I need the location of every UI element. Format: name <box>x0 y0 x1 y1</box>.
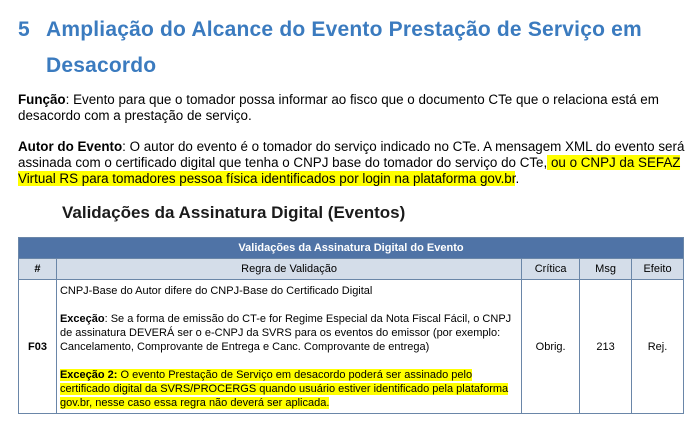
exception-2-label: Exceção 2: <box>59 369 118 381</box>
row-efeito: Rej. <box>632 280 684 414</box>
table-caption: Validações da Assinatura Digital do Evento <box>19 238 684 259</box>
header-index: # <box>19 259 57 280</box>
section-heading <box>18 12 688 84</box>
autor-paragraph <box>18 139 688 187</box>
exception-1-text: : Se a forma de emissão do CT-e for Regime Especial da Nota Fiscal Fácil, o CNPJ de assinatura DEVERÁ ser o e-CNPJ da SVRS para os eventos do emissor (por exemplo: Cancelamento, Comprovante de Entrega e Canc. Comprovante de entrega) <box>59 313 512 353</box>
autor-label: Autor do Evento <box>18 139 123 154</box>
funcao-paragraph <box>18 92 688 124</box>
rule-text: CNPJ-Base do Autor difere do CNPJ-Base do Certificado Digital <box>59 285 373 297</box>
header-critica: Crítica <box>522 259 580 280</box>
row-critica: Obrig. <box>522 280 580 414</box>
exception-1-label: Exceção <box>59 313 105 325</box>
section-title-line1: Ampliação do Alcance do Evento Prestação de Serviço em <box>46 18 642 41</box>
header-rule: Regra de Validação <box>56 259 521 280</box>
exception-2-text: O evento Prestação de Serviço em desacordo poderá ser assinado pelo certificado digital da SVRS/PROCERGS quando usuário estiver identificado pela plataforma gov.br, nesse caso essa regra não deverá ser aplicada. <box>59 369 509 409</box>
funcao-text: : Evento para que o tomador possa informar ao fisco que o documento CTe que o relaciona está em desacordo com a prestação de serviço. <box>18 92 659 123</box>
validation-table <box>18 237 684 414</box>
row-rule <box>56 280 521 414</box>
exception-2 <box>60 368 518 410</box>
exception-1 <box>60 312 518 354</box>
autor-text: : O autor do evento é o tomador do serviço indicado no CTe. A mensagem XML do evento será assinada com o certificado digital que tenha o CNPJ base do tomador do serviço do CTe, <box>18 139 685 170</box>
section-title-line2: Desacordo <box>46 54 157 77</box>
header-efeito: Efeito <box>632 259 684 280</box>
table-row <box>19 280 684 414</box>
section-number: 5 <box>18 18 30 41</box>
subtitle: Validações da Assinatura Digital (Eventos) <box>62 203 406 222</box>
row-id: F03 <box>19 280 57 414</box>
autor-end: . <box>515 171 520 186</box>
autor-highlight: ou o CNPJ da SEFAZ Virtual RS para tomadores pessoa física identificados por login na plataforma gov.br <box>18 155 681 186</box>
funcao-label: Função <box>18 92 66 107</box>
row-msg: 213 <box>580 280 632 414</box>
header-msg: Msg <box>580 259 632 280</box>
